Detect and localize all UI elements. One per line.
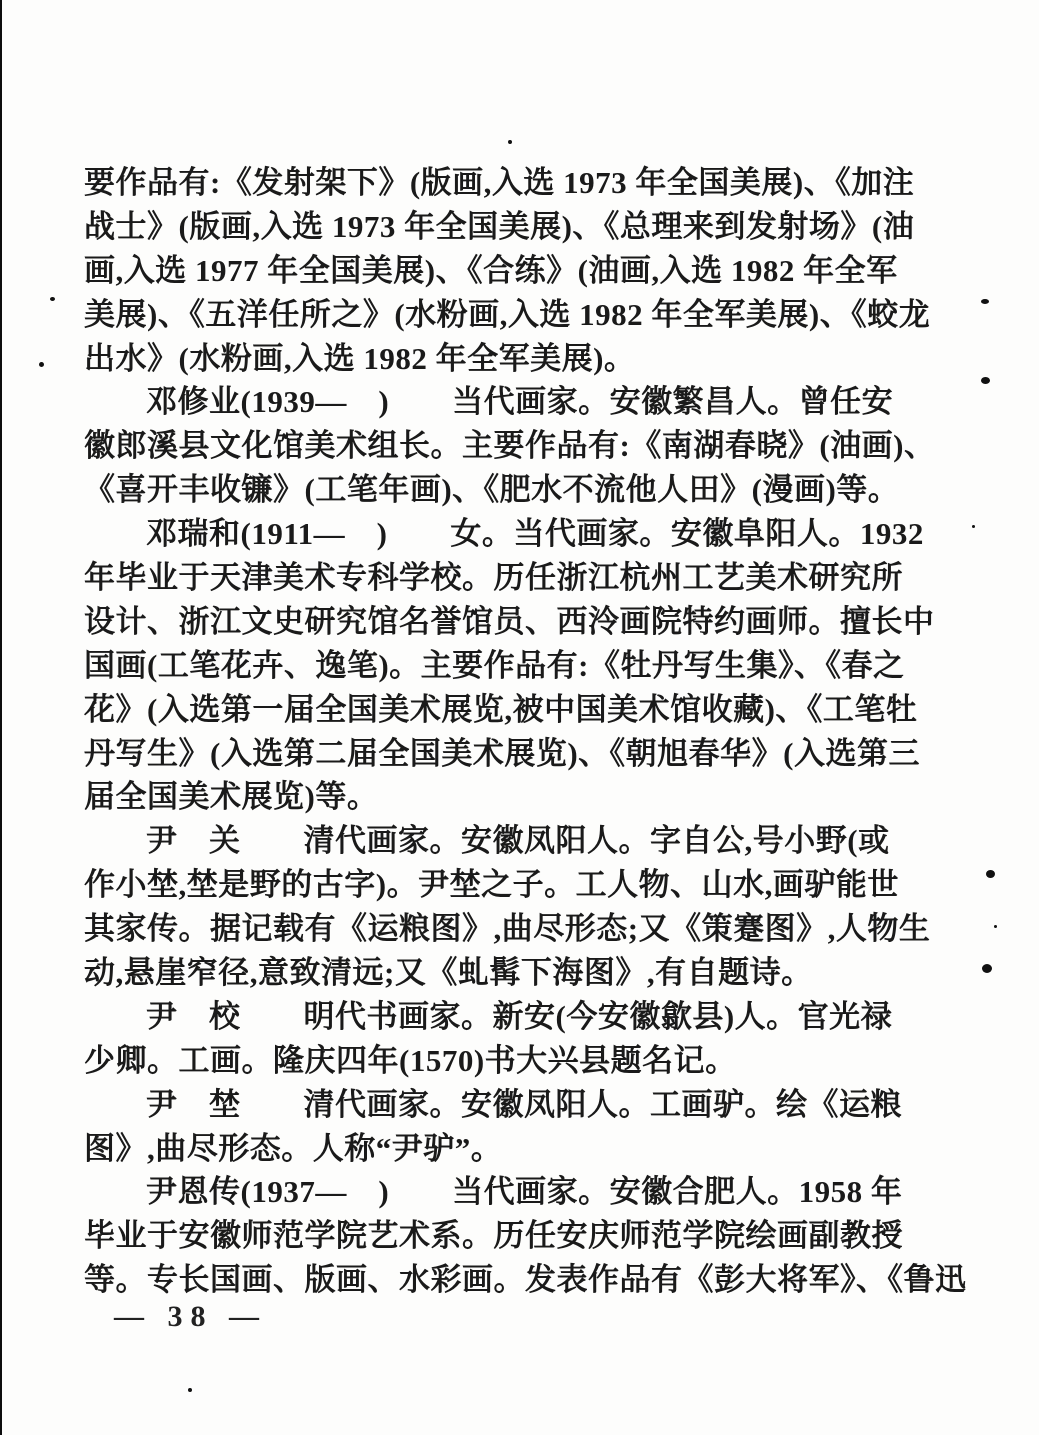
ink-speck <box>994 925 997 928</box>
text-line: 画,入选 1977 年全国美展)、《合练》(油画,入选 1982 年全军 <box>84 252 898 288</box>
text-line: 等。专长国画、版画、水彩画。发表作品有《彭大将军》、《鲁迅 <box>84 1262 967 1298</box>
text-line: 作小埜,埜是野的古字)。尹埜之子。工人物、山水,画驴能世 <box>84 867 899 903</box>
text-line: 届全国美术展览)等。 <box>84 779 379 815</box>
ink-speck <box>50 297 55 301</box>
text-line: 毕业于安徽师范学院艺术系。历任安庆师范学院绘画副教授 <box>84 1218 903 1254</box>
text-line: 其家传。据记载有《运粮图》,曲尽形态;又《策蹇图》,人物生 <box>84 911 931 947</box>
text-block <box>84 161 967 1302</box>
entry-headword: 邓修业 <box>146 384 241 421</box>
text-line: 战士》(版画,入选 1973 年全国美展)、《总理来到发射场》(油 <box>84 208 915 244</box>
text-line: 设计、浙江文史研究馆名誉馆员、西泠画院特约画师。擅长中 <box>84 603 935 639</box>
text-line: 尹恩传(1937— ) 当代画家。安徽合肥人。1958 年 <box>146 1174 903 1211</box>
text-line: 邓修业(1939— ) 当代画家。安徽繁昌人。曾任安 <box>146 384 894 421</box>
entry-headword: 邓瑞和 <box>146 516 241 553</box>
entry-headword: 尹 埜 <box>146 1086 241 1123</box>
text-line: 花》(入选第一届全国美术展览,被中国美术馆收藏)、《工笔牡 <box>84 691 918 727</box>
text-line: 《喜开丰收镰》(工笔年画)、《肥水不流他人田》(漫画)等。 <box>84 472 900 508</box>
ink-speck <box>188 1388 192 1392</box>
text-line: 尹 埜 清代画家。安徽凤阳人。工画驴。绘《运粮 <box>146 1086 902 1123</box>
text-line: 美展)、《五洋任所之》(水粉画,入选 1982 年全军美展)、《蛟龙 <box>84 296 931 332</box>
text-line: 尹 关 清代画家。安徽凤阳人。字自公,号小野(或 <box>146 823 890 860</box>
text-line: 丹写生》(入选第二届全国美术展览)、《朝旭春华》(入选第三 <box>84 735 920 771</box>
ink-speck <box>508 140 512 144</box>
ink-speck <box>982 964 992 973</box>
entry-headword: 尹 关 <box>146 823 241 860</box>
entry-headword: 尹恩传 <box>146 1174 241 1211</box>
text-line: 图》,曲尽形态。人称“尹驴”。 <box>84 1130 503 1166</box>
text-line: 动,悬崖窄径,意致清远;又《虬髯下海图》,有自题诗。 <box>84 955 813 991</box>
scan-edge-artifact <box>0 0 2 1435</box>
text-line: 邓瑞和(1911— ) 女。当代画家。安徽阜阳人。1932 <box>146 516 924 553</box>
text-line: 徽郎溪县文化馆美术组长。主要作品有:《南湖春晓》(油画)、 <box>84 428 936 464</box>
ink-speck <box>972 525 975 528</box>
ink-speck <box>981 299 989 304</box>
text-line: 要作品有:《发射架下》(版画,入选 1973 年全国美展)、《加注 <box>84 165 915 200</box>
text-line: 尹 校 明代书画家。新安(今安徽歙县)人。官光禄 <box>146 998 893 1035</box>
text-line: 国画(工笔花卉、逸笔)。主要作品有:《牡丹写生集》、《春之 <box>84 647 905 683</box>
ink-speck <box>986 870 995 878</box>
entry-headword: 尹 校 <box>146 998 241 1035</box>
text-line: 年毕业于天津美术专科学校。历任浙江杭州工艺美术研究所 <box>84 560 903 596</box>
text-line: 少卿。工画。隆庆四年(1570)书大兴县题名记。 <box>84 1042 737 1078</box>
text-line: 出水》(水粉画,入选 1982 年全军美展)。 <box>84 340 636 376</box>
page-number: — 38 — <box>114 1300 267 1333</box>
ink-speck <box>981 377 990 384</box>
ink-speck <box>39 362 44 367</box>
